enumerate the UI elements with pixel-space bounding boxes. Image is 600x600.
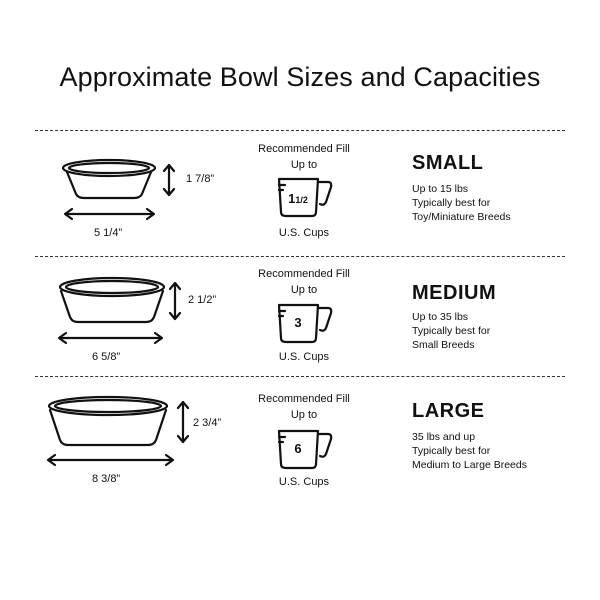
breeds-label: Medium to Large Breeds <box>412 459 527 471</box>
bowl-width-label: 6 5/8” <box>92 351 121 363</box>
bowl-rim-inner <box>55 400 161 412</box>
fill-label: Recommended Fill <box>258 393 350 405</box>
bowl-height-label: 2 3/4” <box>193 417 222 429</box>
fill-upto-label: Up to <box>290 159 318 171</box>
best-for-label: Typically best for <box>412 197 491 209</box>
bowl-rim-inner <box>66 281 158 293</box>
cup-capacity <box>283 315 313 330</box>
best-for-label: Typically best for <box>412 325 491 337</box>
fill-upto-label: Up to <box>290 409 318 421</box>
bowl-width-label: 5 1/4” <box>94 227 123 239</box>
cup-capacity-fraction: 1/2 <box>295 195 308 205</box>
page-title: Approximate Bowl Sizes and Capacities <box>59 62 541 92</box>
size-name: MEDIUM <box>412 282 497 304</box>
weight-range: Up to 15 lbs <box>412 183 469 195</box>
fill-label: Recommended Fill <box>258 143 350 155</box>
bowl-rim-inner <box>69 163 149 173</box>
bowl-width-label: 8 3/8” <box>92 473 121 485</box>
size-description <box>412 430 592 472</box>
cup-units-label: U.S. Cups <box>278 476 330 488</box>
cup-capacity <box>283 441 313 456</box>
bowl-height-label: 1 7/8” <box>186 173 215 185</box>
size-row-medium <box>0 258 600 383</box>
cup-capacity-whole: 6 <box>294 441 302 456</box>
best-for-label: Typically best for <box>412 445 491 457</box>
fill-label: Recommended Fill <box>258 268 350 280</box>
divider <box>35 130 565 131</box>
size-description <box>412 310 592 352</box>
weight-range: 35 lbs and up <box>412 431 476 443</box>
weight-range: Up to 35 lbs <box>412 311 469 323</box>
size-row-large <box>0 378 600 503</box>
fill-upto-label: Up to <box>290 284 318 296</box>
cup-capacity-whole: 3 <box>294 315 302 330</box>
size-name: SMALL <box>412 152 484 174</box>
breeds-label: Toy/Miniature Breeds <box>412 211 511 223</box>
cup-units-label: U.S. Cups <box>278 227 330 239</box>
size-description <box>412 182 592 224</box>
cup-capacity <box>283 191 313 206</box>
cup-capacity-whole: 1 <box>288 191 296 206</box>
cup-units-label: U.S. Cups <box>278 351 330 363</box>
breeds-label: Small Breeds <box>412 339 475 351</box>
bowl-height-label: 2 1/2” <box>188 294 217 306</box>
size-row-small <box>0 132 600 257</box>
size-name: LARGE <box>412 400 485 422</box>
